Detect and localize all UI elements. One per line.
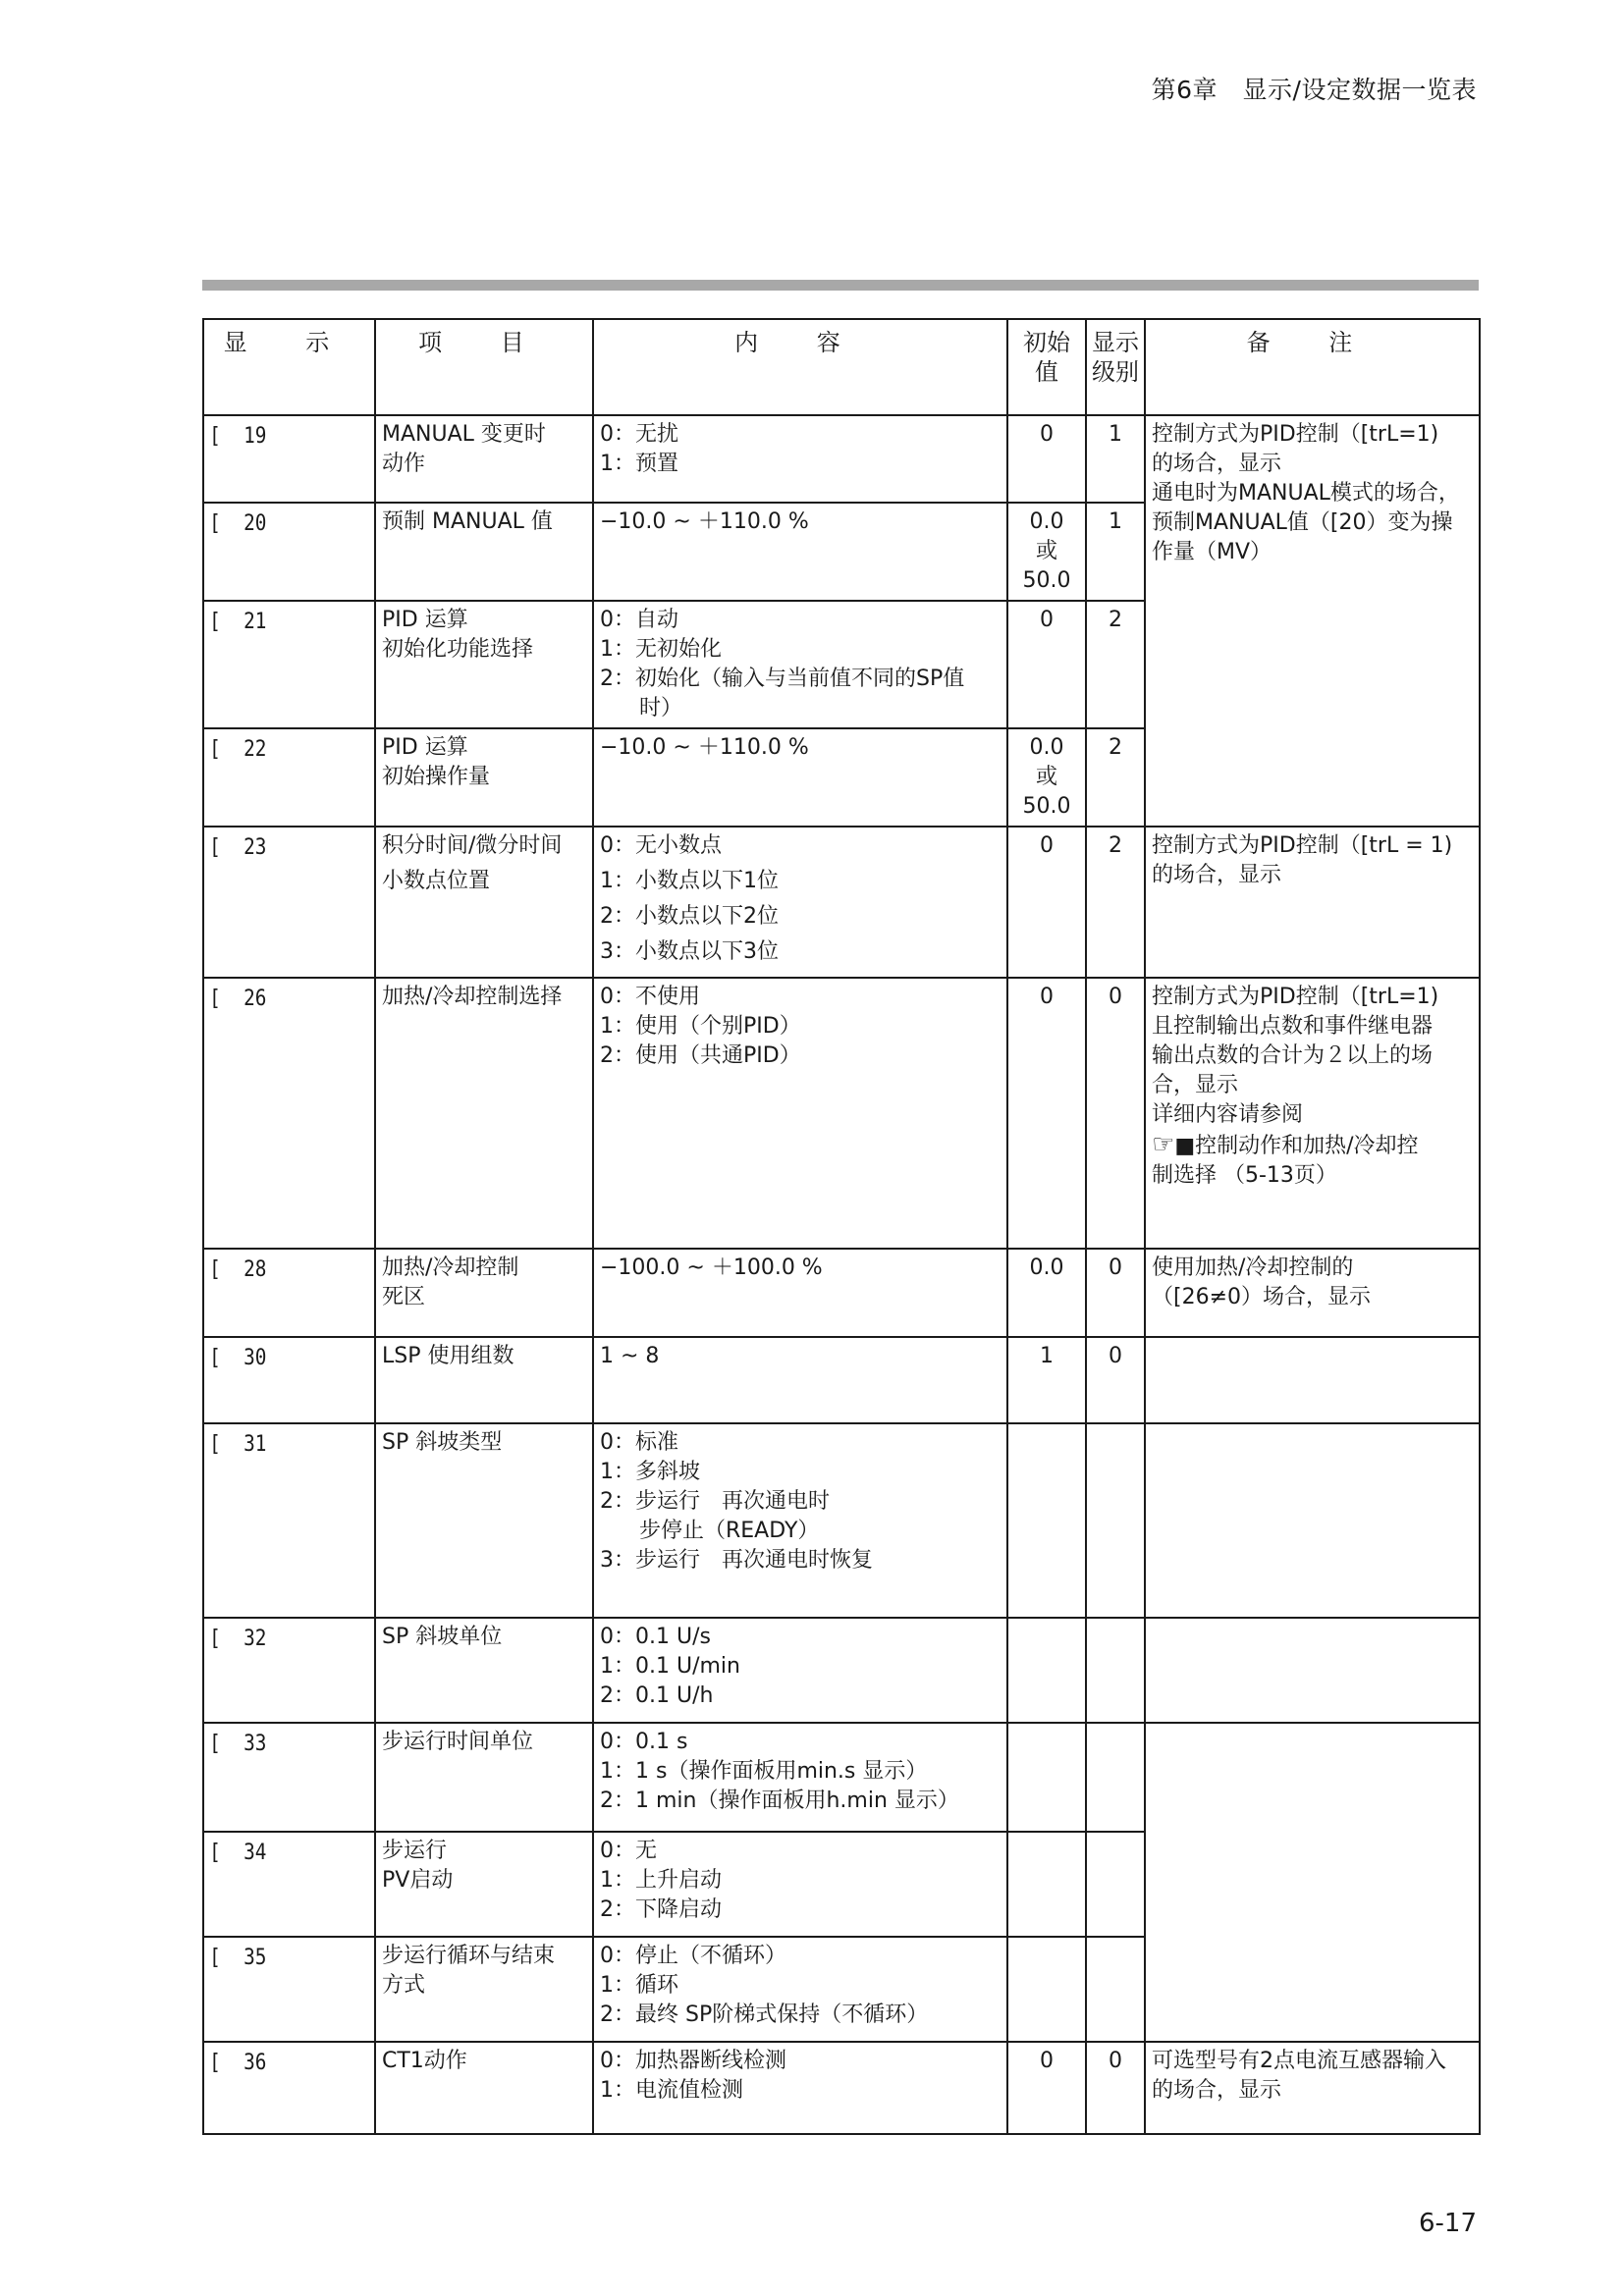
note-cell: 可选型号有2点电流互感器输入 的场合，显示 bbox=[1145, 2042, 1480, 2134]
display-level bbox=[1086, 1832, 1145, 1937]
display-code: [ 23 bbox=[203, 827, 354, 978]
table-row bbox=[203, 2042, 1480, 2134]
initial-value bbox=[1007, 1937, 1086, 2042]
table-row bbox=[203, 1723, 1480, 1832]
item-cell: PID 运算 初始操作量 bbox=[375, 728, 593, 827]
initial-value bbox=[1007, 1832, 1086, 1937]
item-cell: MANUAL 变更时 动作 bbox=[375, 415, 593, 503]
initial-value: 0 bbox=[1007, 601, 1086, 728]
note-cell bbox=[1145, 1618, 1480, 1723]
table-header-row bbox=[203, 319, 1480, 415]
initial-value: 0 bbox=[1007, 415, 1086, 503]
initial-value: 0 bbox=[1007, 827, 1086, 978]
item-cell: 加热/冷却控制 死区 bbox=[375, 1249, 593, 1337]
display-level: 0 bbox=[1086, 978, 1145, 1249]
note-cell bbox=[1145, 1423, 1480, 1618]
table-row bbox=[203, 1249, 1480, 1337]
item-cell: 步运行循环与结束 方式 bbox=[375, 1937, 593, 2042]
display-code: [ 22 bbox=[203, 728, 354, 827]
table-row bbox=[203, 1423, 1480, 1618]
display-code: [ 19 bbox=[203, 415, 354, 503]
display-code: [ 35 bbox=[203, 1937, 354, 2042]
content-cell: 0：加热器断线检测 1：电流值检测 bbox=[593, 2042, 1007, 2134]
display-level: 0 bbox=[1086, 1337, 1145, 1423]
display-level: 0 bbox=[1086, 1249, 1145, 1337]
display-level bbox=[1086, 1937, 1145, 2042]
initial-value: 0 bbox=[1007, 978, 1086, 1249]
item-cell: LSP 使用组数 bbox=[375, 1337, 593, 1423]
col-header-item: 项 目 bbox=[375, 319, 593, 415]
content-cell: 0：无扰 1：预置 bbox=[593, 415, 1007, 503]
display-code: [ 34 bbox=[203, 1832, 354, 1937]
display-code: [ 26 bbox=[203, 978, 354, 1249]
content-cell: 0：0.1 U/s 1：0.1 U/min 2：0.1 U/h bbox=[593, 1618, 1007, 1723]
item-cell: CT1动作 bbox=[375, 2042, 593, 2134]
content-cell: 0：0.1 s 1：1 s（操作面板用min.s 显示） 2：1 min（操作面板用h.min 显示） bbox=[593, 1723, 1007, 1832]
table-row bbox=[203, 1618, 1480, 1723]
item-cell: 加热/冷却控制选择 bbox=[375, 978, 593, 1249]
content-cell: 0：停止（不循环） 1：循环 2：最终 SP阶梯式保持（不循环） bbox=[593, 1937, 1007, 2042]
table-row bbox=[203, 978, 1480, 1249]
content-cell: 1 ~ 8 bbox=[593, 1337, 1007, 1423]
page-number: 6-17 bbox=[1418, 2209, 1477, 2238]
display-level: 0 bbox=[1086, 2042, 1145, 2134]
display-code: [ 33 bbox=[203, 1723, 354, 1832]
item-cell: 预制 MANUAL 值 bbox=[375, 503, 593, 601]
content-cell: 0：标准 1：多斜坡 2：步运行 再次通电时 步停止（READY） 3：步运行 再次通电时恢复 bbox=[593, 1423, 1007, 1618]
display-level: 2 bbox=[1086, 728, 1145, 827]
initial-value: 0.0 或 50.0 bbox=[1007, 503, 1086, 601]
note-cell: 控制方式为PID控制（[trL = 1) 的场合，显示 bbox=[1145, 827, 1480, 978]
content-cell: 0：不使用 1：使用（个别PID） 2：使用（共通PID） bbox=[593, 978, 1007, 1249]
note-cell: 使用加热/冷却控制的 （[26≠0）场合，显示 bbox=[1145, 1249, 1480, 1337]
display-level: 1 bbox=[1086, 415, 1145, 503]
pointing-hand-icon: ☞ bbox=[1152, 1130, 1175, 1159]
display-code: [ 30 bbox=[203, 1337, 354, 1423]
initial-value: 0.0 或 50.0 bbox=[1007, 728, 1086, 827]
content-cell: 0：无小数点 1：小数点以下1位 2：小数点以下2位 3：小数点以下3位 bbox=[593, 827, 1007, 978]
display-code: [ 20 bbox=[203, 503, 354, 601]
note-cell: 控制方式为PID控制（[trL=1) 且控制输出点数和事件继电器 输出点数的合计为２以上的场 合，显示 详细内容请参阅 ☞■控制动作和加热/冷却控 制选择 （5-13页） bbox=[1145, 978, 1480, 1249]
display-code: [ 36 bbox=[203, 2042, 354, 2134]
content-cell: −100.0 ~ ＋100.0 % bbox=[593, 1249, 1007, 1337]
col-header-note: 备 注 bbox=[1145, 319, 1480, 415]
initial-value: 0 bbox=[1007, 2042, 1086, 2134]
item-cell: 步运行 PV启动 bbox=[375, 1832, 593, 1937]
note-cell: 控制方式为PID控制（[trL=1) 的场合，显示 通电时为MANUAL模式的场合， 预制MANUAL值（[20）变为操 作量（MV） bbox=[1145, 415, 1480, 827]
item-cell: SP 斜坡类型 bbox=[375, 1423, 593, 1618]
chapter-header: 第6章 显示/设定数据一览表 bbox=[1151, 76, 1477, 104]
initial-value: 0.0 bbox=[1007, 1249, 1086, 1337]
display-level bbox=[1086, 1423, 1145, 1618]
display-level bbox=[1086, 1723, 1145, 1832]
settings-table bbox=[202, 318, 1481, 2135]
item-cell: 步运行时间单位 bbox=[375, 1723, 593, 1832]
col-header-display: 显 示 bbox=[203, 319, 375, 415]
note-cell bbox=[1145, 1723, 1480, 2042]
table-row bbox=[203, 1337, 1480, 1423]
item-cell: 积分时间/微分时间 小数点位置 bbox=[375, 827, 593, 978]
display-level bbox=[1086, 1618, 1145, 1723]
display-code: [ 28 bbox=[203, 1249, 354, 1337]
table-row bbox=[203, 415, 1480, 503]
col-header-level: 显示级别 bbox=[1086, 319, 1145, 415]
display-level: 2 bbox=[1086, 601, 1145, 728]
content-cell: 0：无 1：上升启动 2：下降启动 bbox=[593, 1832, 1007, 1937]
item-cell: SP 斜坡单位 bbox=[375, 1618, 593, 1723]
display-level: 2 bbox=[1086, 827, 1145, 978]
content-cell: −10.0 ~ ＋110.0 % bbox=[593, 503, 1007, 601]
content-cell: −10.0 ~ ＋110.0 % bbox=[593, 728, 1007, 827]
display-level: 1 bbox=[1086, 503, 1145, 601]
content-cell: 0：自动 1：无初始化 2：初始化（输入与当前值不同的SP值 时） bbox=[593, 601, 1007, 728]
table-row bbox=[203, 827, 1480, 978]
initial-value bbox=[1007, 1723, 1086, 1832]
initial-value bbox=[1007, 1423, 1086, 1618]
initial-value bbox=[1007, 1618, 1086, 1723]
col-header-initial: 初始值 bbox=[1007, 319, 1086, 415]
display-code: [ 32 bbox=[203, 1618, 354, 1723]
top-rule bbox=[202, 280, 1479, 291]
item-cell: PID 运算 初始化功能选择 bbox=[375, 601, 593, 728]
display-code: [ 31 bbox=[203, 1423, 354, 1618]
note-cell bbox=[1145, 1337, 1480, 1423]
col-header-content: 内 容 bbox=[593, 319, 1007, 415]
display-code: [ 21 bbox=[203, 601, 354, 728]
initial-value: 1 bbox=[1007, 1337, 1086, 1423]
